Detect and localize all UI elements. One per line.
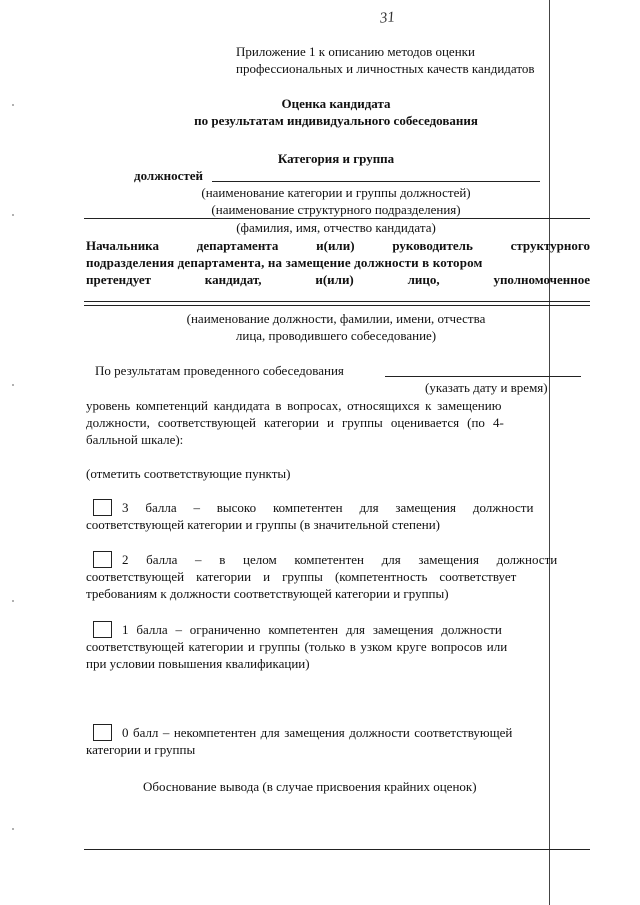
option-1-checkbox[interactable] xyxy=(93,621,112,638)
word: лицо, xyxy=(407,272,440,287)
positions-underline xyxy=(212,181,540,182)
word: структурного xyxy=(510,238,590,253)
positions-label: должностей xyxy=(134,168,204,183)
bold-line-1 xyxy=(86,237,590,254)
interviewer-hint-1: (наименование должности, фамилии, имени, отчества xyxy=(186,311,486,326)
option-3-line-1: 3 балла – высоко компетентен для замещения должности xyxy=(122,500,534,515)
title-line-1: Оценка кандидата xyxy=(281,96,391,111)
word: и(или) xyxy=(315,272,354,287)
page-number: 31 xyxy=(379,9,396,27)
hint-fio: (фамилия, имя, отчество кандидата) xyxy=(236,220,436,235)
date-underline xyxy=(385,376,581,377)
option-0-line-1: 0 балл – некомпетентен для замещения должности соответствующей xyxy=(122,725,513,740)
scan-mark xyxy=(12,828,14,830)
word: департамента xyxy=(196,238,279,253)
mark-note: (отметить соответствующие пункты) xyxy=(86,466,291,481)
word: уполномоченное xyxy=(493,272,590,287)
hint-category: (наименование категории и группы должностей) xyxy=(201,185,471,200)
option-1-line-2: соответствующей категории и группы (только в узком круге вопросов или xyxy=(86,639,508,654)
appendix-line-1: Приложение 1 к описанию методов оценки xyxy=(236,44,475,59)
justification-line xyxy=(84,849,590,850)
hint-division: (наименование структурного подразделения) xyxy=(211,202,461,217)
results-text-3: балльной шкале): xyxy=(86,432,184,447)
word: Начальника xyxy=(86,238,159,253)
interviewer-line-2 xyxy=(84,305,590,306)
option-0-checkbox[interactable] xyxy=(93,724,112,741)
option-0-line-2: категории и группы xyxy=(86,742,196,757)
word: кандидат, xyxy=(204,272,262,287)
word: и(или) xyxy=(316,238,355,253)
option-2-checkbox[interactable] xyxy=(93,551,112,568)
option-2-line-1: 2 балла – в целом компетентен для замещения должности xyxy=(122,552,558,567)
option-3-line-2: соответствующей категории и группы (в значительной степени) xyxy=(86,517,441,532)
scan-mark xyxy=(12,384,14,386)
interviewer-line-1 xyxy=(84,301,590,302)
scan-mark xyxy=(12,600,14,602)
appendix-line-2: профессиональных и личностных качеств кандидатов xyxy=(236,61,535,76)
scan-fold-line xyxy=(549,0,550,905)
option-2-line-3: требованиям к должности соответствующей категории и группы) xyxy=(86,586,449,601)
justification-label: Обоснование вывода (в случае присвоения крайних оценок) xyxy=(143,779,477,794)
title-line-2: по результатам индивидуального собеседования xyxy=(194,113,478,128)
word: руководитель xyxy=(392,238,473,253)
interviewer-hint-2: лица, проводившего собеседование) xyxy=(235,328,437,343)
bold-line-3 xyxy=(86,271,590,288)
option-1-line-3: при условии повышения квалификации) xyxy=(86,656,310,671)
option-1-line-1: 1 балла – ограниченно компетентен для замещения должности xyxy=(122,622,502,637)
category-heading: Категория и группа xyxy=(277,151,395,166)
option-3-checkbox[interactable] xyxy=(93,499,112,516)
date-hint: (указать дату и время) xyxy=(425,380,548,395)
word: претендует xyxy=(86,272,151,287)
bold-line-2: подразделения департамента, на замещение должности в котором xyxy=(86,255,483,270)
option-2-line-2: соответствующей категории и группы (компетентность соответствует xyxy=(86,569,517,584)
results-label: По результатам проведенного собеседования xyxy=(95,363,344,378)
results-text-2: должности, соответствующей категории и группы оценивается (по 4- xyxy=(86,415,504,430)
results-text-1: уровень компетенций кандидата в вопросах, относящихся к замещению xyxy=(86,398,502,413)
